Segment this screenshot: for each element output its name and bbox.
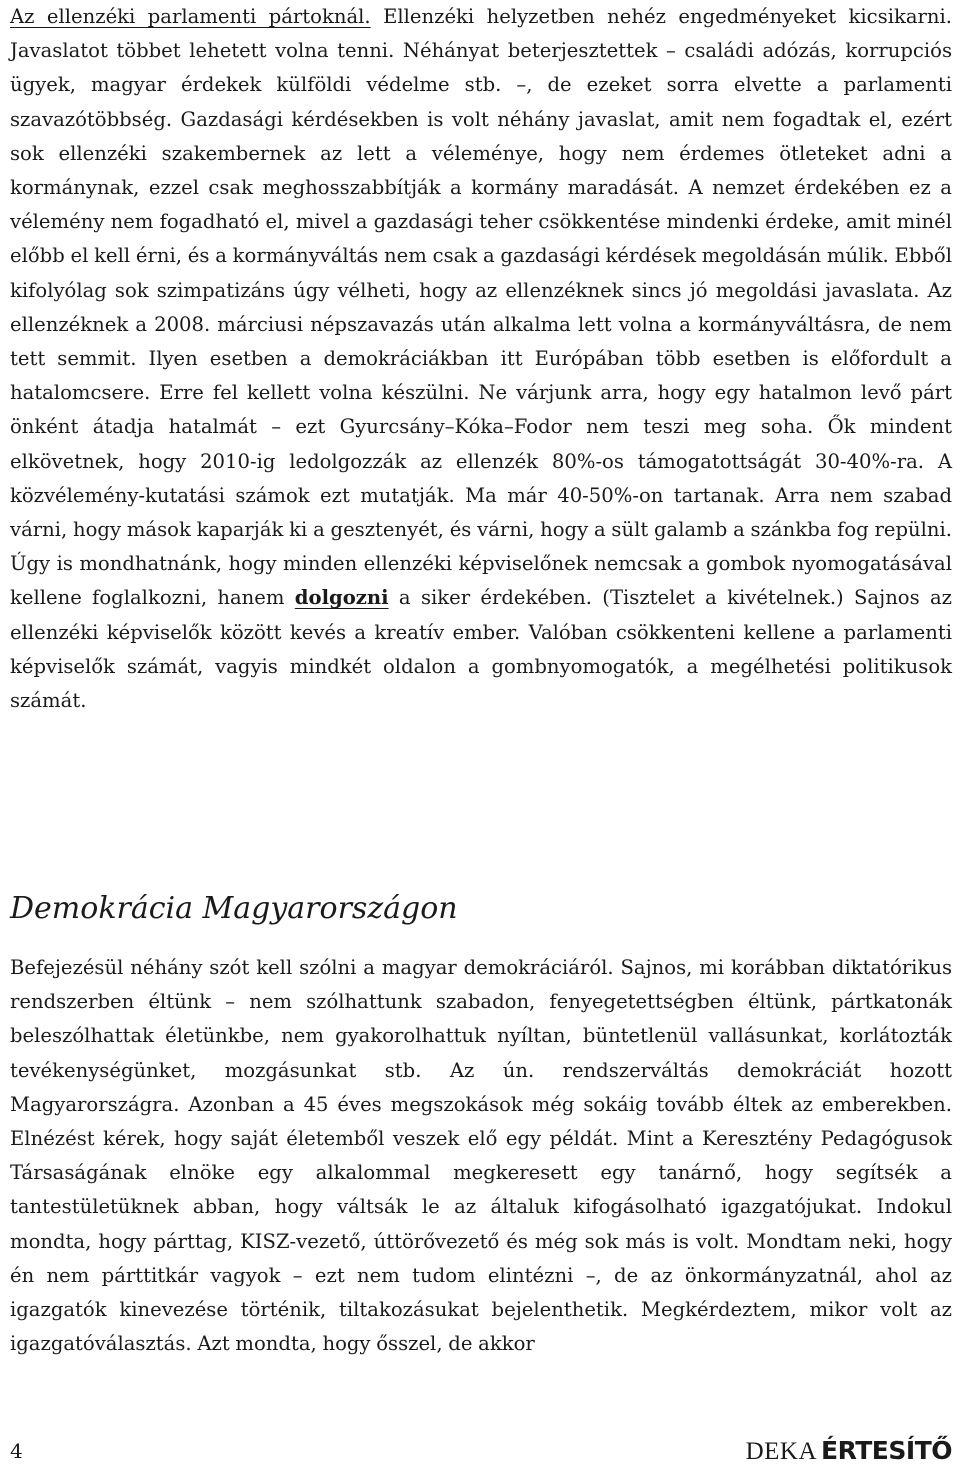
- page-footer: [10, 1436, 952, 1466]
- brand-name-deka: DEKA: [745, 1438, 818, 1465]
- opposition-parties-link[interactable]: Az ellenzéki parlamenti pártoknál.: [10, 5, 371, 28]
- page-number: 4: [10, 1439, 23, 1463]
- publication-brand: [746, 1436, 952, 1467]
- emphasis-work: dolgozni: [294, 586, 389, 610]
- section-heading: Demokrácia Magyarországon: [10, 891, 458, 926]
- paragraph-body-text-end: a siker érdekében. (Tisztelet a kivételnek.) Sajnos az ellenzéki képviselők között kevés a kreatív ember. Valóban csökkenteni kellene a parlamenti képviselők számát, vagyis mindkét oldalon a gombnyomogatók, a megélhetési politikusok számát.: [10, 586, 952, 713]
- paragraph-body-text: Ellenzéki helyzetben nehéz engedményeket kicsikarni. Javaslatot többet lehetett volna tenni. Néhányat beterjesztettek – családi adózás, korrupciós ügyek, magyar érdekek külföldi védelme stb. –, de ezeket sorra elvette a parlamenti szavazótöbbség. Gazdasági kérdésekben is volt néhány javaslat, amit nem fogadtak el, ezért sok ellenzéki szakembernek az lett a véleménye, hogy nem érdemes ötleteket adni a kormánynak, ezzel csak meghosszabbítják a kormány maradását. A nemzet érdekében ez a vélemény nem fogadható el, mivel a gazdasági teher csökkentése mindenki érdeke, amit minél előbb el kell érni, és a kormányváltás nem csak a gazdasági kérdések megoldásán múlik. Ebből kifolyólag sok szimpatizáns úgy vélheti, hogy az ellenzéknek sincs jó megoldási javaslata. Az ellenzéknek a 2008. márciusi népszavazás után alkalma lett volna a kormányváltásra, de nem tett semmit. Ilyen esetben a demokráciákban itt Európában több esetben is előfordult a hatalomcsere. Erre fel kellett volna készülni. Ne várjunk arra, hogy egy hatalmon levő párt önként átadja hatalmát – ezt Gyurcsány–Kóka–Fodor nem teszi meg soha. Ők mindent elkövetnek, hogy 2010-ig ledolgozzák az ellenzék 80%-os támogatottságát 30-40%-ra. A közvélemény-kutatási számok ezt mutatják. Ma már 40-50%-on tartanak. Arra nem szabad várni, hogy mások kaparják ki a gesztenyét, és várni, hogy a sült galamb a szánkba fog repülni. Úgy is mondhatnánk, hogy minden ellenzéki képviselőnek nemcsak a gombok nyomogatásával kellene foglalkozni, hanem: [10, 5, 952, 610]
- brand-name-ertesito: ÉRTESÍTŐ: [821, 1436, 952, 1465]
- paragraph-democracy: Befejezésül néhány szót kell szólni a magyar demokráciáról. Sajnos, mi korábban diktatórikus rendszerben éltünk – nem szólhattunk szabadon, fenyegetettségben éltünk, pártkatonák beleszólhattak életünkbe, nem gyakorolhattuk nyíltan, büntetlenül vallásunkat, korlátozták tevékenységünket, mozgásunkat stb. Az ún. rendszerváltás demokráciát hozott Magyarországra. Azonban a 45 éves megszokások még sokáig tovább éltek az emberekben. Elnézést kérek, hogy saját életemből veszek elő egy példát. Mint a Keresztény Pedagógusok Társaságának elnöke egy alkalommal megkeresett egy tanárnő, hogy segítsék a tantestületüknek abban, hogy váltsák le az általuk kifogásolható igazgatójukat. Indokul mondta, hogy párttag, KISZ-vezető, úttörővezető és még sok más is volt. Mondtam neki, hogy én nem párttitkár vagyok – ezt nem tudom elintézni –, de az önkormányzatnál, ahol az igazgatók kinevezése történik, tiltakozásukat bejelenthetik. Megkérdeztem, mikor volt az igazgatóválasztás. Azt mondta, hogy ősszel, de akkor: [10, 956, 952, 1356]
- paragraph-opposition-parties: [10, 0, 952, 718]
